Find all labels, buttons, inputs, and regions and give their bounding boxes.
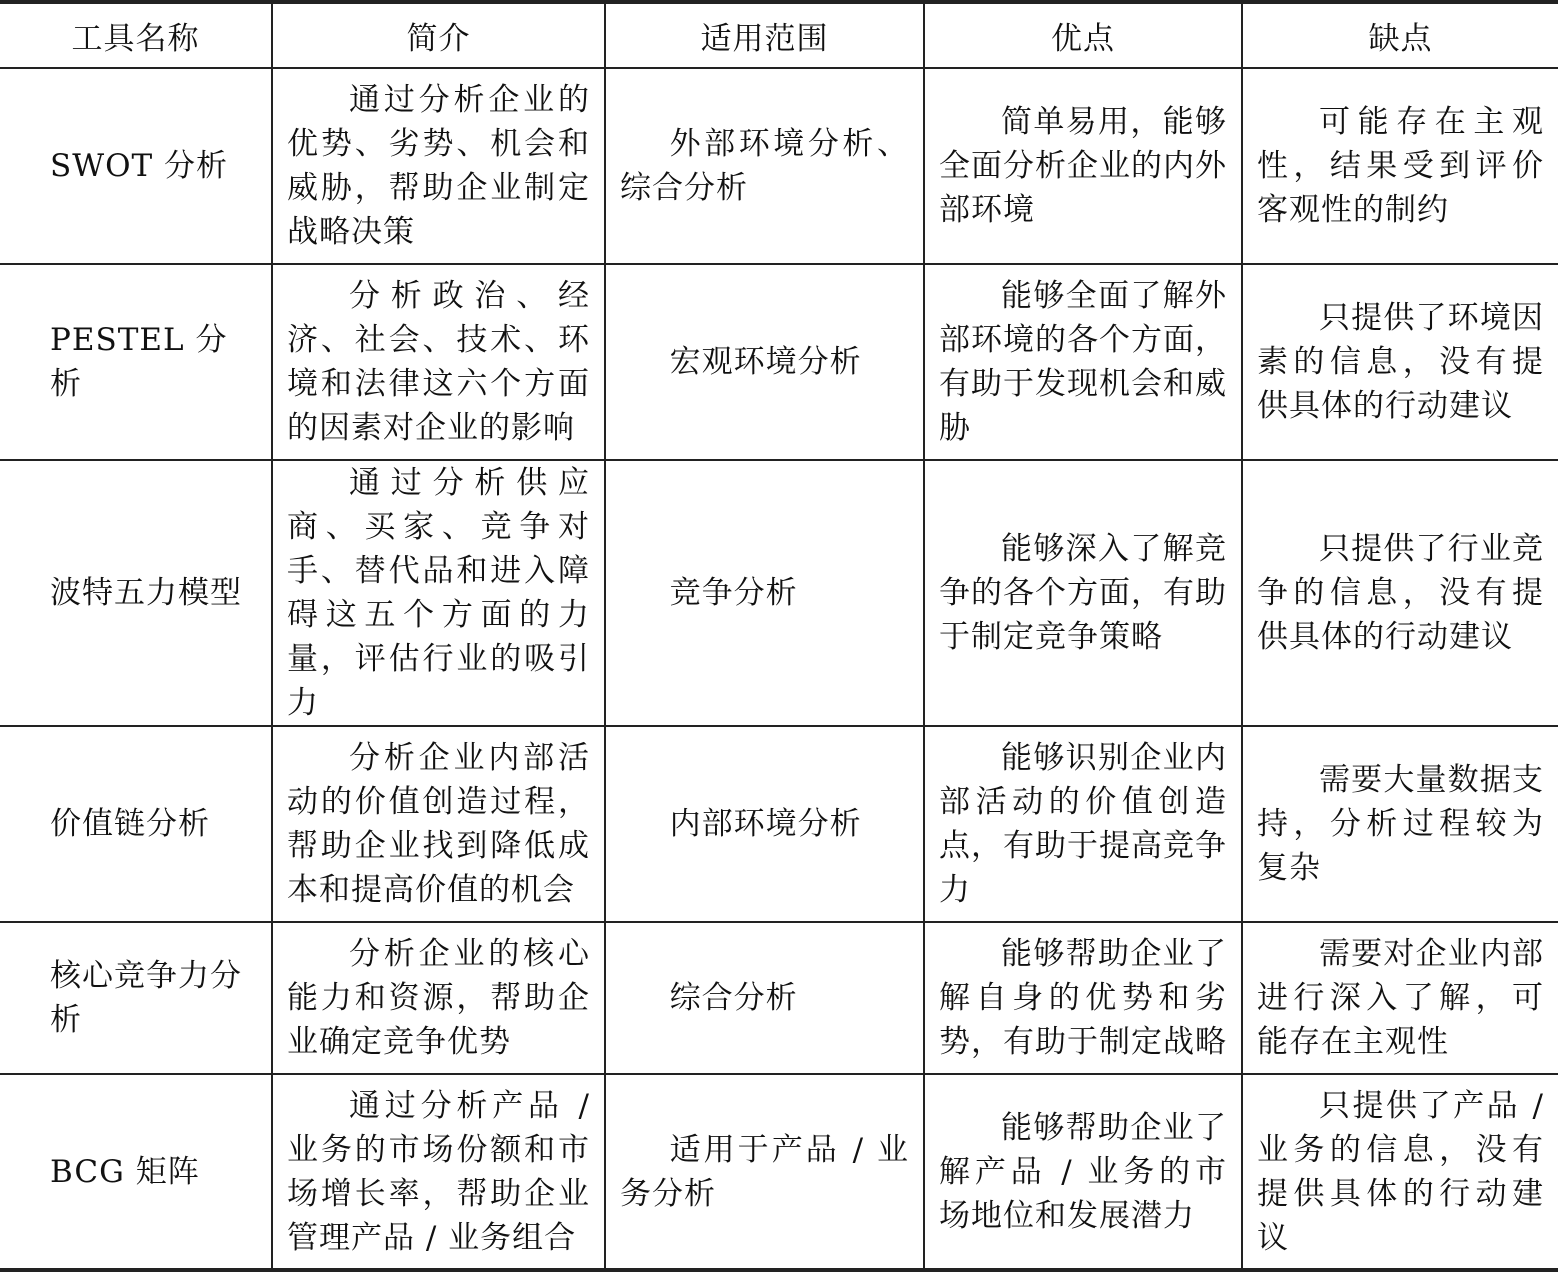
scope-text: 外部环境分析、综合分析 <box>620 126 909 206</box>
scope-cell <box>605 1074 924 1270</box>
intro-text: 通过分析产品 / 业务的市场份额和市场增长率，帮助企业管理产品 / 业务组合 <box>287 1087 590 1256</box>
scope-text: 适用于产品 / 业务分析 <box>620 1131 909 1212</box>
cons-text: 可能存在主观性，结果受到评价客观性的制约 <box>1257 104 1544 228</box>
tool-name-cell: BCG 矩阵 <box>0 1074 272 1270</box>
pros-cell <box>924 1074 1242 1270</box>
tool-name-cell: PESTEL 分析 <box>0 264 272 460</box>
intro-cell <box>272 68 605 264</box>
scope-text: 综合分析 <box>669 980 798 1016</box>
scope-text: 竞争分析 <box>669 575 798 611</box>
intro-cell <box>272 922 605 1074</box>
intro-cell <box>272 460 605 726</box>
tool-name-cell: 波特五力模型 <box>0 460 272 726</box>
tool-name-cell: 核心竞争力分析 <box>0 922 272 1074</box>
table-row <box>0 1074 1558 1270</box>
intro-text: 分析企业的核心能力和资源，帮助企业确定竞争优势 <box>287 936 590 1060</box>
intro-text: 分析政治、经济、社会、技术、环境和法律这六个方面的因素对企业的影响 <box>287 278 590 446</box>
table-header-row <box>0 2 1558 68</box>
tool-name-cell: 价值链分析 <box>0 726 272 922</box>
table-row <box>0 726 1558 922</box>
scope-text: 宏观环境分析 <box>669 344 862 380</box>
pros-cell <box>924 264 1242 460</box>
pros-text: 能够帮助企业了解产品 / 业务的市场地位和发展潜力 <box>939 1109 1227 1234</box>
pros-text: 能够深入了解竞争的各个方面，有助于制定竞争策略 <box>939 531 1227 655</box>
scope-cell <box>605 68 924 264</box>
table-row <box>0 264 1558 460</box>
pros-cell <box>924 922 1242 1074</box>
cons-cell <box>1242 460 1558 726</box>
header-cons: 缺点 <box>1242 2 1558 68</box>
cons-cell <box>1242 68 1558 264</box>
table-row <box>0 922 1558 1074</box>
intro-cell <box>272 264 605 460</box>
cons-cell <box>1242 1074 1558 1270</box>
intro-cell <box>272 1074 605 1270</box>
table-row <box>0 68 1558 264</box>
scope-cell <box>605 922 924 1074</box>
scope-cell <box>605 726 924 922</box>
pros-text: 能够帮助企业了解自身的优势和劣势，有助于制定战略 <box>939 936 1227 1060</box>
cons-text: 只提供了产品 / 业务的信息，没有提供具体的行动建议 <box>1257 1087 1544 1256</box>
pros-text: 能够全面了解外部环境的各个方面，有助于发现机会和威胁 <box>939 278 1227 446</box>
header-pros: 优点 <box>924 2 1242 68</box>
cons-cell <box>1242 264 1558 460</box>
cons-cell <box>1242 922 1558 1074</box>
tool-name-cell: SWOT 分析 <box>0 68 272 264</box>
scope-cell <box>605 264 924 460</box>
pros-cell <box>924 460 1242 726</box>
cons-text: 只提供了行业竞争的信息，没有提供具体的行动建议 <box>1257 531 1544 655</box>
header-intro: 简介 <box>272 2 605 68</box>
cons-cell <box>1242 726 1558 922</box>
intro-text: 通过分析供应商、买家、竞争对手、替代品和进入障碍这五个方面的力量，评估行业的吸引力 <box>287 465 590 721</box>
pros-text: 简单易用，能够全面分析企业的内外部环境 <box>939 104 1227 228</box>
header-tool-name: 工具名称 <box>0 2 272 68</box>
cons-text: 需要大量数据支持，分析过程较为复杂 <box>1257 762 1544 886</box>
scope-text: 内部环境分析 <box>669 806 862 842</box>
pros-cell <box>924 726 1242 922</box>
cons-text: 只提供了环境因素的信息，没有提供具体的行动建议 <box>1257 300 1544 424</box>
table-row <box>0 460 1558 726</box>
intro-text: 分析企业内部活动的价值创造过程，帮助企业找到降低成本和提高价值的机会 <box>287 740 590 908</box>
intro-text: 通过分析企业的优势、劣势、机会和威胁，帮助企业制定战略决策 <box>287 82 590 250</box>
intro-cell <box>272 726 605 922</box>
scope-cell <box>605 460 924 726</box>
pros-text: 能够识别企业内部活动的价值创造点，有助于提高竞争力 <box>939 740 1227 908</box>
pros-cell <box>924 68 1242 264</box>
header-scope: 适用范围 <box>605 2 924 68</box>
cons-text: 需要对企业内部进行深入了解，可能存在主观性 <box>1257 936 1544 1060</box>
